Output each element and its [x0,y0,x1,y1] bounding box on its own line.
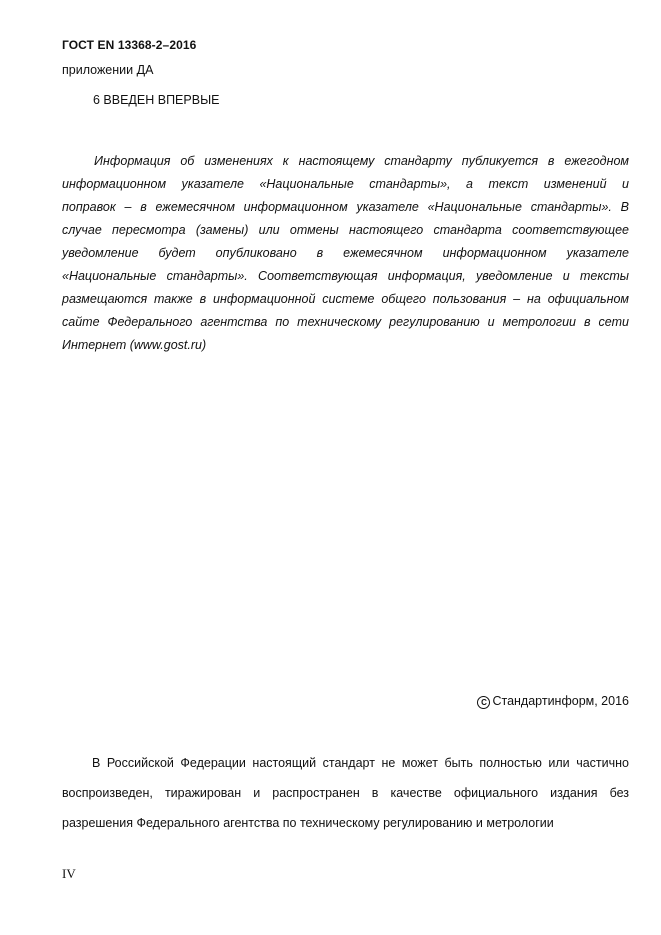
paragraph-line: уведомление будет опубликовано в ежемесячном информационном указателе [62,246,629,260]
amendments-info-paragraph [62,150,629,357]
annex-reference: приложении ДА [62,63,154,77]
page-number: IV [62,866,76,881]
paragraph-line: воспроизведен, тиражирован и распространен в качестве официального издания без [62,786,629,800]
reproduction-rights-paragraph [62,752,629,842]
document-code: ГОСТ EN 13368-2–2016 [62,38,197,52]
paragraph-line: случае пересмотра (замены) или отмены настоящего стандарта соответствующее [62,223,629,237]
paragraph-line: разрешения Федерального агентства по техническому регулированию и метрологии [62,816,554,830]
paragraph-line: Информация об изменениях к настоящему стандарту публикуется в ежегодном [94,154,629,168]
introduction-note: 6 ВВЕДЕН ВПЕРВЫЕ [93,93,220,107]
paragraph-line: В Российской Федерации настоящий стандарт не может быть полностью или частично [92,756,629,770]
copyright-text: Стандартинформ, 2016 [492,694,629,708]
copyright-notice [477,694,629,709]
paragraph-line: сайте Федерального агентства по техническому регулированию и метрологии в сети [62,315,629,329]
paragraph-line: размещаются также в информационной системе общего пользования – на официальном [62,292,629,306]
paragraph-line: информационном указателе «Национальные стандарты», а текст изменений и [62,177,629,191]
paragraph-line: «Национальные стандарты». Соответствующая информация, уведомление и тексты [62,269,629,283]
paragraph-line: поправок – в ежемесячном информационном указателе «Национальные стандарты». В [62,200,629,214]
paragraph-line: Интернет (www.gost.ru) [62,338,207,352]
copyright-icon: C [477,696,490,709]
